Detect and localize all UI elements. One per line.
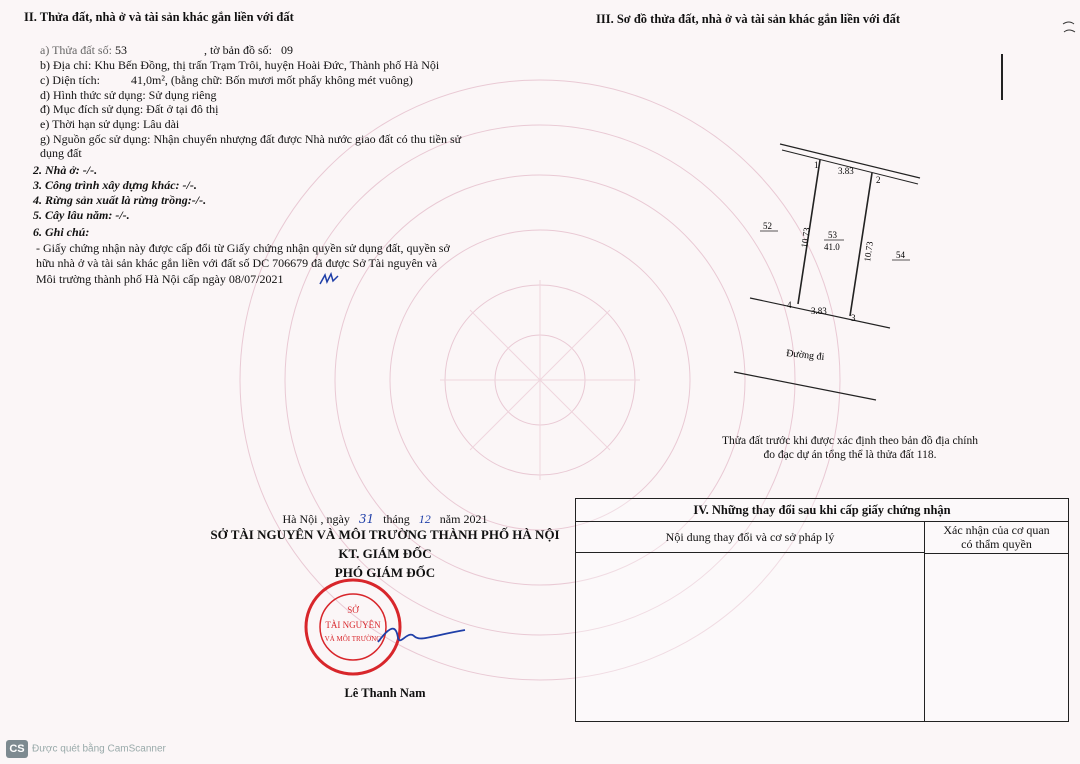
agency-name: SỞ TÀI NGUYÊN VÀ MÔI TRƯỜNG THÀNH PHỐ HÀ NỘI — [210, 527, 560, 542]
top-edge-length: 3.83 — [838, 166, 854, 176]
corner-mark-icon — [1060, 18, 1078, 40]
confirmation-line-1: Xác nhận của cơ quan — [943, 523, 1050, 537]
scanner-text: Được quét bằng CamScanner — [32, 743, 166, 755]
note-line-3: Môi trường thành phố Hà Nội cấp ngày 08/07/2021 — [36, 272, 284, 286]
corner-2-label: 2 — [876, 175, 881, 185]
area-line — [40, 73, 413, 88]
parcel-area-label: 41.0 — [824, 242, 840, 252]
map-sheet-label: , tờ bản đồ số: — [203, 43, 272, 57]
date-month: 12 — [418, 512, 431, 526]
parcel-label: a) Thửa đất số: — [40, 43, 115, 57]
road-label: Đường đi — [785, 348, 825, 363]
origin-line-1: g) Nguồn gốc sử dụng: Nhận chuyển nhượng đất được Nhà nước giao đất có thu tiền sử — [40, 132, 462, 146]
date-prefix: Hà Nội , ngày — [282, 512, 350, 526]
use-form-line: d) Hình thức sử dụng: Sử dụng riêng — [40, 88, 217, 102]
neighbor-right-label: 54 — [896, 250, 905, 260]
road-lower-line — [734, 372, 876, 400]
changes-col-content: Nội dung thay đổi và cơ sở pháp lý — [576, 522, 924, 553]
item-house: 2. Nhà ở: -/-. — [33, 163, 98, 177]
bottom-edge-length: 3.83 — [811, 306, 827, 316]
signing-date — [190, 512, 580, 527]
neighbor-left-label: 52 — [763, 221, 772, 231]
note-line-2: hữu nhà ở và tài sản khác gắn liền với đất số DC 706679 đã được Sở Tài nguyên và — [36, 256, 438, 270]
left-edge-length: 10.73 — [799, 226, 812, 249]
year-label: năm 2021 — [439, 512, 488, 526]
parcel-diagram — [720, 130, 940, 410]
kt-director: KT. GIÁM ĐỐC — [338, 546, 432, 561]
origin-line-2: dụng đất — [40, 146, 82, 160]
confirmation-line-2: có thẩm quyền — [961, 537, 1032, 551]
term-line: e) Thời hạn sử dụng: Lâu dài — [40, 117, 180, 131]
corner-1-label: 1 — [814, 160, 819, 170]
stamp-text-1: SỞ — [347, 605, 359, 615]
parcel-number: 53 — [114, 43, 127, 57]
plot-note-1: Thửa đất trước khi được xác định theo bản đồ địa chính — [722, 435, 978, 447]
camscanner-logo-icon: CS — [6, 740, 28, 758]
north-arrow-icon — [996, 52, 1008, 104]
stamp-text-3: VÀ MÔI TRƯỜNG — [324, 635, 382, 643]
initial-mark-icon — [318, 272, 340, 288]
parcel-number-label: 53 — [828, 230, 837, 240]
section-ii-title: II. Thửa đất, nhà ở và tài sản khác gắn liền với đất — [24, 10, 294, 24]
right-edge-length: 10.73 — [862, 240, 875, 263]
date-day: 31 — [358, 512, 375, 526]
map-sheet-number: 09 — [280, 43, 293, 57]
stamp-text-2: TÀI NGUYÊN — [325, 620, 381, 630]
deputy-director-title: PHÓ GIÁM ĐỐC — [334, 565, 436, 580]
changes-col-confirmation — [925, 522, 1068, 554]
item-forest: 4. Rừng sản xuất là rừng trồng:-/-. — [33, 193, 207, 207]
scanner-footer — [6, 740, 166, 758]
area-label: c) Diện tích: — [40, 73, 100, 87]
changes-table — [575, 498, 1069, 722]
note-line-1: - Giấy chứng nhận này được cấp đổi từ Giấy chứng nhận quyền sử dụng đất, quyền sở — [36, 241, 450, 255]
section-iii-title: III. Sơ đồ thửa đất, nhà ở và tài sản khác gắn liền với đất — [596, 12, 901, 26]
signer-name: Lê Thanh Nam — [344, 686, 426, 700]
changes-table-title: IV. Những thay đổi sau khi cấp giấy chứng nhận — [576, 499, 1068, 522]
area-value: 41,0m², (bằng chữ: Bốn mươi mốt phẩy không mét vuông) — [130, 73, 413, 87]
item-perennial: 5. Cây lâu năm: -/-. — [33, 208, 130, 222]
month-label: tháng — [383, 512, 410, 526]
item-construction: 3. Công trình xây dựng khác: -/-. — [33, 178, 197, 192]
handwritten-signature — [370, 620, 470, 650]
item-notes: 6. Ghi chú: — [33, 225, 90, 239]
corner-4-label: 4 — [787, 300, 792, 310]
purpose-line: đ) Mục đích sử dụng: Đất ở tại đô thị — [40, 102, 219, 116]
corner-3-label: 3 — [851, 313, 856, 323]
plot-note-2: đo đạc dự án tổng thể là thửa đất 118. — [763, 449, 937, 461]
address-line: b) Địa chỉ: Khu Bến Đồng, thị trấn Trạm Trôi, huyện Hoài Đức, Thành phố Hà Nội — [40, 58, 440, 72]
parcel-line — [40, 43, 293, 58]
